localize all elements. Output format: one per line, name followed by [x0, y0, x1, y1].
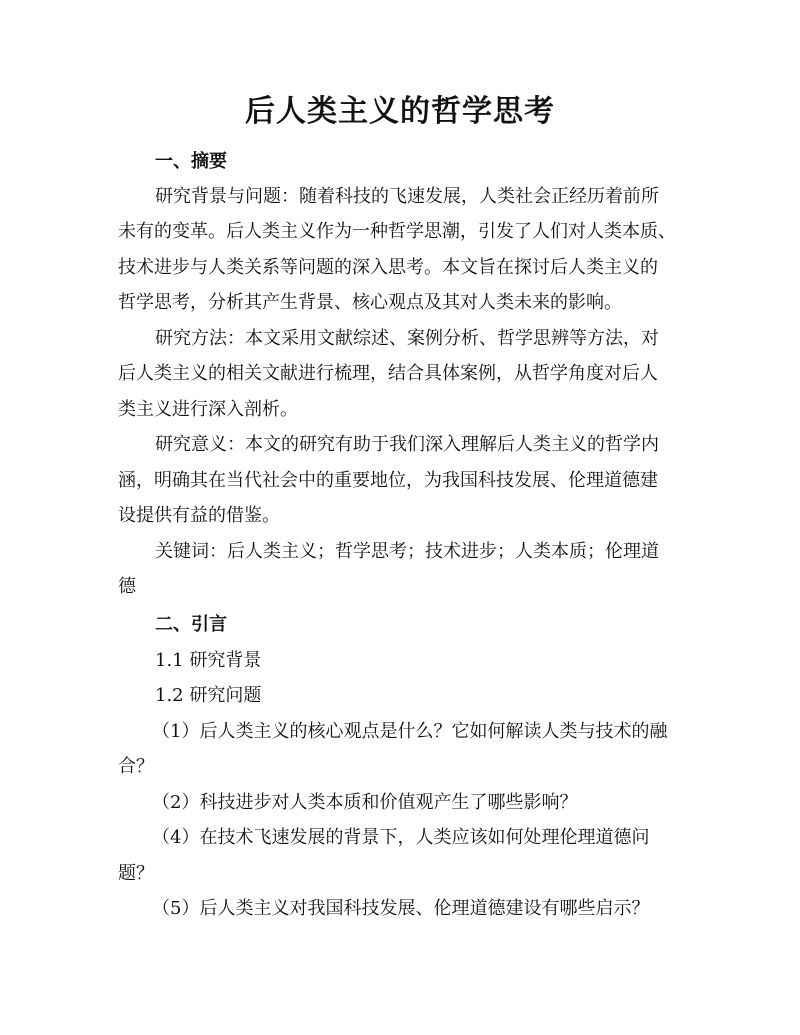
section-heading-intro: 二、引言 — [155, 614, 227, 635]
abstract-line: 哲学思考，分析其产生背景、核心观点及其对人类未来的影响。 — [118, 292, 622, 313]
keywords-line: 关键词：后人类主义；哲学思考；技术进步；人类本质；伦理道 — [155, 541, 659, 562]
abstract-line: 研究方法：本文采用文献综述、案例分析、哲学思辨等方法，对 — [155, 328, 659, 349]
abstract-line: 涵，明确其在当代社会中的重要地位，为我国科技发展、伦理道德建 — [118, 470, 658, 491]
abstract-line: 后人类主义的相关文献进行梳理，结合具体案例，从哲学角度对后人 — [118, 363, 658, 384]
abstract-line: 研究背景与问题：随着科技的飞速发展，人类社会正经历着前所 — [155, 186, 659, 207]
question-line: 合？ — [118, 756, 154, 777]
abstract-line: 未有的变革。后人类主义作为一种哲学思潮，引发了人们对人类本质、 — [118, 221, 676, 242]
abstract-line: 技术进步与人类关系等问题的深入思考。本文旨在探讨后人类主义的 — [118, 257, 658, 278]
subsection-heading: 1.1 研究背景 — [155, 650, 262, 671]
question-line: （1）后人类主义的核心观点是什么？它如何解读人类与技术的融 — [152, 721, 668, 742]
section-heading-abstract: 一、摘要 — [155, 151, 227, 172]
question-line: 题？ — [118, 863, 154, 884]
question-line: （2）科技进步对人类本质和价值观产生了哪些影响？ — [152, 792, 578, 813]
abstract-line: 设提供有益的借鉴。 — [118, 505, 280, 526]
abstract-line: 类主义进行深入剖析。 — [118, 399, 298, 420]
abstract-line: 研究意义：本文的研究有助于我们深入理解后人类主义的哲学内 — [155, 434, 659, 455]
keywords-line: 德 — [118, 576, 136, 597]
subsection-heading: 1.2 研究问题 — [155, 685, 262, 706]
question-line: （4）在技术飞速发展的背景下，人类应该如何处理伦理道德问 — [152, 827, 650, 848]
document-title: 后人类主义的哲学思考 — [245, 94, 555, 129]
question-line: （5）后人类主义对我国科技发展、伦理道德建设有哪些启示？ — [152, 898, 650, 919]
